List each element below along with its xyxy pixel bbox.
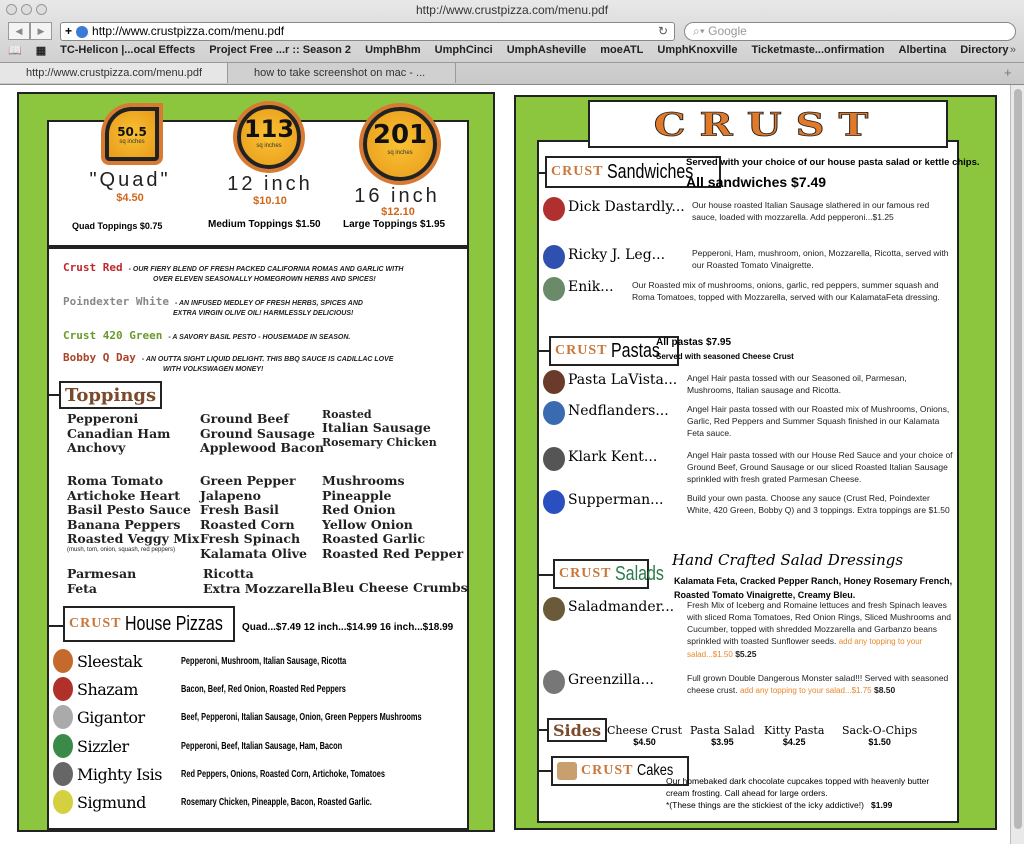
- pizza-name: Sleestak: [77, 651, 142, 671]
- size-badge-16: 201 sq inches: [363, 107, 437, 181]
- item-desc: [688, 197, 955, 223]
- crust-logo: CRUST: [588, 100, 948, 148]
- character-icon: [53, 762, 73, 786]
- dressings-list: Kalamata Feta, Cracked Pepper Ranch, Honey Rosemary French, Roasted Tomato Vinaigrette, Creamy Bleu.: [674, 576, 953, 600]
- bookmark[interactable]: UmphKnoxville: [657, 44, 738, 56]
- house-pizza-item: [53, 647, 465, 675]
- size-name: 16 inch: [354, 185, 440, 207]
- toppings-col3c: Bleu Cheese Crumbs: [322, 580, 468, 595]
- size-badge-quad: 50.5 sq inches: [105, 107, 159, 161]
- tab-menu-pdf[interactable]: http://www.crustpizza.com/menu.pdf: [0, 63, 228, 83]
- toppings-col1b: Roma Tomato Artichoke Heart Basil Pesto Sauce Banana Peppers Roasted Veggy Mix (mush, tom, onion, squash, red peppers): [67, 473, 200, 553]
- pizza-name: Shazam: [77, 679, 138, 699]
- house-pizza-item: [53, 788, 465, 816]
- character-icon: [543, 490, 565, 514]
- connector: [537, 350, 549, 352]
- pizza-name: Sigmund: [77, 792, 146, 812]
- size-price: $10.10: [253, 195, 287, 207]
- menu-item: [543, 447, 955, 485]
- new-tab-button[interactable]: +: [1004, 65, 1012, 80]
- cakes-header: CRUST Cakes: [551, 756, 689, 786]
- character-icon: [543, 447, 565, 471]
- menu-item: [543, 277, 955, 303]
- bookmarks-overflow-icon[interactable]: »: [1009, 44, 1016, 56]
- pdf-viewport: [0, 85, 1010, 844]
- url-text: http://www.crustpizza.com/menu.pdf: [92, 24, 285, 38]
- side-item: Cheese Crust $4.50: [607, 724, 682, 747]
- sandwiches-note: Served with your choice of our house pasta salad or kettle chips.: [686, 157, 980, 168]
- house-pizza-item: [53, 732, 465, 760]
- item-desc-text: Pepperoni, Ham, mushroom, onion, Mozzarella, Ricotta, served with our Roasted Tomato Vinaigrette.: [692, 248, 949, 270]
- bookmark[interactable]: TC-Helicon |...ocal Effects: [60, 44, 196, 56]
- sandwiches-price: All sandwiches $7.49: [686, 174, 827, 190]
- house-pizza-prices: Quad...$7.49 12 inch...$14.99 16 inch...$18.99: [242, 622, 454, 633]
- search-placeholder: Google: [708, 24, 747, 38]
- dressings-title: Hand Crafted Salad Dressings: [672, 551, 904, 569]
- house-pizza-item: [53, 675, 465, 703]
- size-name: "Quad": [89, 169, 171, 191]
- toppings-col1a: Pepperoni Canadian Ham Anchovy: [67, 411, 171, 455]
- addon-note: add any topping to your salad...$1.50: [687, 637, 923, 659]
- item-name: Dick Dastardly...: [568, 199, 685, 215]
- menu-item: [543, 401, 955, 439]
- connector: [47, 394, 59, 396]
- bookmarks-book-icon[interactable]: 📖: [8, 45, 22, 57]
- item-desc-text: Angel Hair pasta tossed with our Roasted mix of Mushrooms, Onions, Garlic, Red Peppers and Summer Squash finished in our Kalamata Feta sauce.: [687, 404, 950, 438]
- character-icon: [53, 790, 73, 814]
- character-icon: [543, 197, 565, 221]
- character-icon: [543, 245, 565, 269]
- pastas-note: Served with seasoned Cheese Crust: [656, 352, 794, 361]
- character-icon: [53, 705, 73, 729]
- bookmark[interactable]: Albertina: [898, 44, 947, 56]
- menu-item: [543, 490, 955, 516]
- address-bar[interactable]: [60, 22, 675, 41]
- item-name: Klark Kent...: [568, 449, 658, 465]
- item-desc-text: Full grown Double Dangerous Monster salad!!! Served with seasoned cheese crust.: [687, 673, 949, 695]
- sauce-bobby-q: Bobby Q Day - AN OUTTA SIGHT LIQUID DELIGHT. THIS BBQ SAUCE IS CADILLAC LOVE WITH VOLKSWAGEN MONEY!: [63, 351, 394, 373]
- window-title: http://www.crustpizza.com/menu.pdf: [415, 3, 609, 17]
- toppings-col1c: Parmesan Feta: [67, 566, 137, 596]
- item-desc-text: Our house roasted Italian Sausage slathered in our famous red sauce, loaded with mozzarella. Add pepperoni...$1.25: [692, 200, 930, 222]
- salads-header: CRUST Salads: [553, 559, 649, 589]
- character-icon: [543, 370, 565, 394]
- item-price: $5.25: [735, 649, 757, 659]
- size-badge-12: 113 sq inches: [237, 105, 301, 169]
- menu-item: [543, 670, 955, 697]
- pizza-desc: Rosemary Chicken, Pineapple, Bacon, Roasted Garlic.: [181, 796, 372, 808]
- bookmark[interactable]: Ticketmaste...onfirmation: [751, 44, 885, 56]
- back-button[interactable]: ◀: [8, 22, 30, 40]
- pizza-desc: Beef, Pepperoni, Italian Sausage, Onion, Green Peppers Mushrooms: [181, 711, 422, 723]
- item-desc-text: Build your own pasta. Choose any sauce (Crust Red, Poindexter White, 420 Green, Bobby Q) and 3 toppings. Extra toppings are $1.50: [687, 493, 950, 515]
- character-icon: [543, 597, 565, 621]
- topping-price: Quad Toppings $0.75: [72, 221, 163, 231]
- cupcake-icon: [557, 762, 577, 780]
- character-icon: [53, 649, 73, 673]
- bookmark[interactable]: Project Free ...r :: Season 2: [209, 44, 352, 56]
- house-pizza-item: [53, 703, 465, 731]
- reload-icon[interactable]: ↻: [657, 24, 668, 38]
- item-desc: [683, 401, 955, 439]
- divider: [47, 245, 469, 249]
- top-sites-grid-icon[interactable]: ▦: [35, 45, 47, 57]
- side-item: Sack-O-Chips $1.50: [842, 724, 918, 747]
- tab-bar: [0, 62, 1024, 83]
- house-pizza-item: [53, 760, 465, 788]
- bookmark[interactable]: UmphCinci: [434, 44, 493, 56]
- toppings-col2b: Green Pepper Jalapeno Fresh Basil Roasted Corn Fresh Spinach Kalamata Olive: [200, 473, 307, 561]
- pizza-name: Sizzler: [77, 736, 129, 756]
- forward-button[interactable]: ▶: [30, 22, 52, 40]
- item-name: Saladmander...: [568, 599, 675, 615]
- menu-item: [543, 370, 955, 396]
- scrollbar-thumb[interactable]: [1014, 89, 1022, 829]
- sandwiches-header: CRUST Sandwiches: [545, 156, 721, 188]
- item-desc: [683, 670, 955, 697]
- connector: [537, 729, 547, 731]
- side-item: Kitty Pasta $4.25: [764, 724, 825, 747]
- pizza-desc: Pepperoni, Mushroom, Italian Sausage, Ricotta: [181, 655, 347, 667]
- item-desc: [683, 370, 955, 396]
- item-name: Pasta LaVista...: [568, 372, 678, 388]
- size-name: 12 inch: [227, 173, 313, 195]
- item-name: Supperman...: [568, 492, 664, 508]
- bookmarks-bar: [8, 44, 1009, 57]
- item-name: Enik...: [568, 279, 614, 295]
- cakes-desc: Our homebaked dark chocolate cupcakes topped with heavenly butter cream frosting. Call ahead for large orders. *(These things are the stickiest of the icky addictive!) $1.99: [666, 776, 930, 810]
- menu-item: [543, 197, 955, 223]
- item-desc: [683, 597, 955, 661]
- toppings-header: Toppings: [59, 381, 162, 409]
- item-desc: [683, 490, 955, 516]
- item-desc-text: Fresh Mix of Iceberg and Romaine lettuces and fresh Spinach leaves with sliced Roma Tomatoes, Red Onion Rings, Sliced Mushrooms and Cucumber, topped with shredded Mozzarella and Garbanzo beans sprinkled with toasted Sunflower seeds.: [687, 600, 951, 646]
- toppings-col2c: Ricotta Extra Mozzarella: [203, 566, 322, 596]
- sauce-crust-red: Crust Red - OUR FIERY BLEND OF FRESH PACKED CALIFORNIA ROMAS AND GARLIC WITH OVER ELEVEN SEASONALLY HOMEGROWN HERBS AND SPICES!: [63, 261, 404, 283]
- browser-chrome: [0, 0, 1024, 85]
- bookmark[interactable]: moeATL: [600, 44, 644, 56]
- item-desc-text: Angel Hair pasta tossed with our House Red Sauce and your choice of Ground Beef, Ground Sausage or our sliced Roasted Italian Sausage sprinkled with fresh grated Parmesan Cheese.: [687, 450, 953, 484]
- search-input[interactable]: [684, 22, 1016, 41]
- addon-note: add any topping to your salad...$1.75: [739, 686, 872, 695]
- tab-screenshot-search[interactable]: how to take screenshot on mac - ...: [228, 63, 456, 83]
- item-price: $8.50: [873, 685, 896, 695]
- add-bookmark-icon[interactable]: +: [65, 24, 73, 38]
- size-price: $12.10: [381, 206, 415, 218]
- pizza-name: Gigantor: [77, 707, 145, 727]
- pizza-desc: Red Peppers, Onions, Roasted Corn, Artichoke, Tomatoes: [181, 768, 385, 780]
- toppings-col2a: Ground Beef Ground Sausage Applewood Bacon: [200, 411, 325, 455]
- toppings-col3b: Mushrooms Pineapple Red Onion Yellow Onion Roasted Garlic Roasted Red Pepper: [322, 473, 464, 561]
- side-item: Pasta Salad $3.95: [690, 724, 755, 747]
- topping-price: Large Toppings $1.95: [343, 219, 446, 230]
- connector: [47, 625, 63, 627]
- pastas-price: All pastas $7.95: [656, 337, 732, 348]
- bookmark[interactable]: UmphBhm: [365, 44, 421, 56]
- connector: [537, 770, 551, 772]
- item-name: Ricky J. Leg...: [568, 247, 666, 263]
- pizza-desc: Bacon, Beef, Red Onion, Roasted Red Peppers: [181, 683, 346, 695]
- character-icon: [543, 670, 565, 694]
- character-icon: [543, 277, 565, 301]
- bookmark[interactable]: UmphAsheville: [506, 44, 587, 56]
- connector: [537, 172, 545, 174]
- toppings-col3a: Roasted Italian Sausage Rosemary Chicken: [322, 408, 437, 449]
- menu-item: [543, 245, 955, 271]
- item-desc: [688, 245, 955, 271]
- bookmark[interactable]: Directory: [960, 44, 1009, 56]
- character-icon: [53, 734, 73, 758]
- item-desc: [628, 277, 955, 303]
- item-name: Nedflanders...: [568, 403, 669, 419]
- size-price: $4.50: [116, 192, 144, 204]
- sides-header: Sides: [547, 718, 607, 742]
- house-pizzas-header: CRUST House Pizzas: [63, 606, 235, 642]
- search-icon: ⌕▾: [693, 24, 709, 38]
- character-icon: [53, 677, 73, 701]
- pizza-name: Mighty Isis: [77, 764, 162, 784]
- connector: [537, 574, 553, 576]
- item-desc-text: Angel Hair pasta tossed with our Seasoned oil, Parmesan, Mushrooms, Italian sausage and Ricotta.: [687, 373, 907, 395]
- menu-item: [543, 597, 955, 661]
- item-desc: [683, 447, 955, 485]
- scrollbar[interactable]: [1010, 85, 1024, 844]
- sauce-420-green: Crust 420 Green - A SAVORY BASIL PESTO - HOUSEMADE IN SEASON.: [63, 329, 351, 342]
- globe-icon: [76, 26, 88, 38]
- pastas-header: CRUST Pastas: [549, 336, 679, 366]
- character-icon: [543, 401, 565, 425]
- topping-price: Medium Toppings $1.50: [208, 219, 321, 230]
- item-desc-text: Our Roasted mix of mushrooms, onions, garlic, red peppers, summer squash and Roma Tomatoes, topped with Mozzarella, served with our KalamataFeta dressing.: [632, 280, 940, 302]
- pizza-desc: Pepperoni, Beef, Italian Sausage, Ham, Bacon: [181, 740, 343, 752]
- sauce-poindexter-white: Poindexter White - AN INFUSED MEDLEY OF FRESH HERBS, SPICES AND EXTRA VIRGIN OLIVE OIL! HARMLESSLY DELICIOUS!: [63, 295, 363, 317]
- item-name: Greenzilla...: [568, 672, 654, 688]
